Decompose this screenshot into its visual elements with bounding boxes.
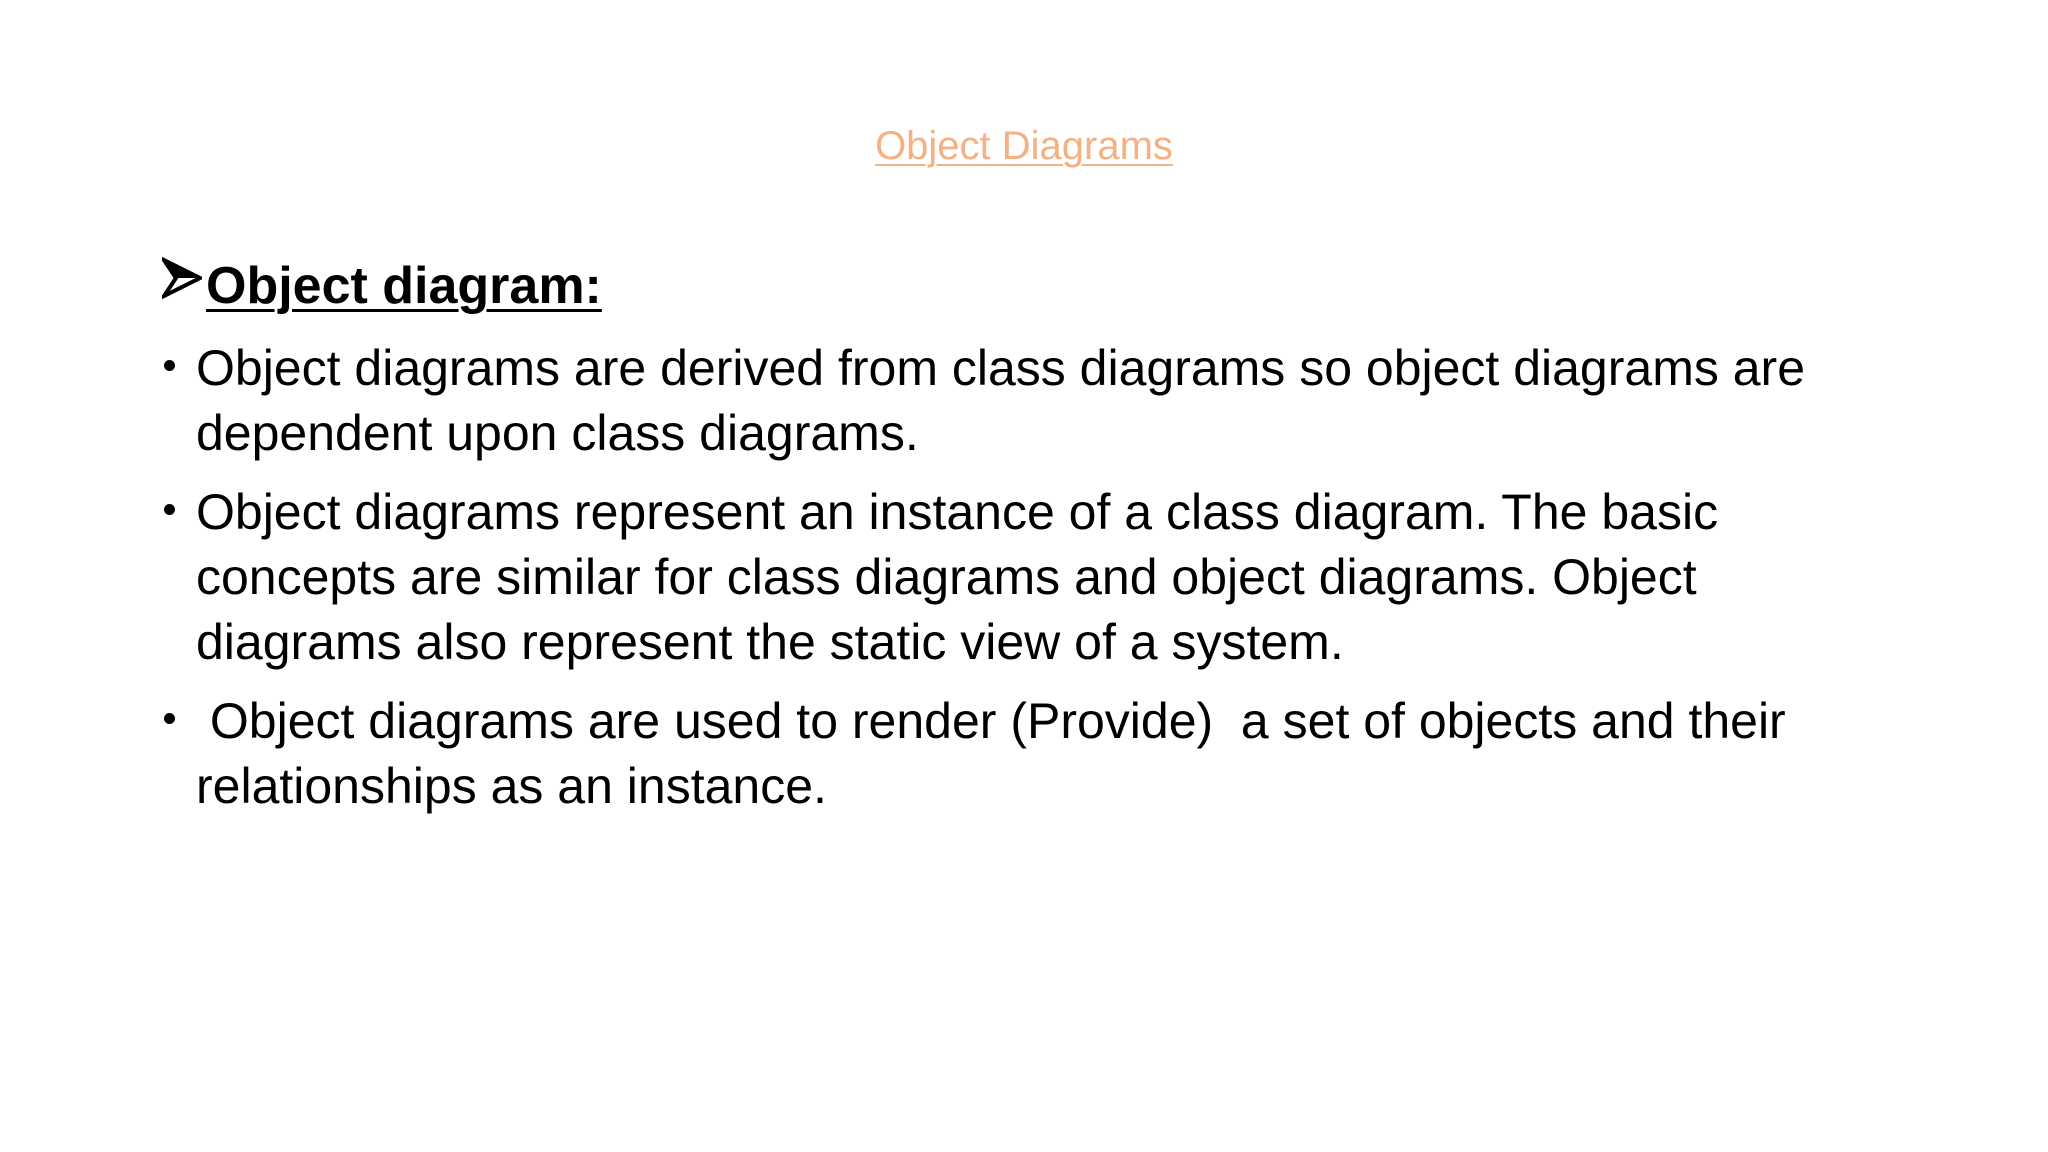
bullet-dot-icon [164, 713, 175, 724]
bullet-dot-icon [164, 504, 175, 515]
bullet-text: Object diagrams are derived from class diagrams so object diagrams are dependent upon class diagrams. [196, 340, 1819, 461]
section-heading-text: Object diagram: [206, 257, 602, 315]
slide-title: Object Diagrams [875, 124, 1173, 168]
bullet-text: Object diagrams are used to render (Provide) a set of objects and their relationships as an instance. [196, 693, 1800, 814]
bullet-item [158, 336, 1898, 466]
bullet-item [158, 480, 1898, 675]
bullet-item [158, 689, 1898, 819]
arrowhead-bullet-icon [162, 256, 202, 304]
section-heading [158, 250, 1898, 322]
slide-content [158, 250, 1898, 819]
bullet-dot-icon [164, 360, 175, 371]
bullet-text: Object diagrams represent an instance of a class diagram. The basic concepts are similar for class diagrams and object diagrams. Object diagrams also represent the static view of a system. [196, 484, 1732, 670]
